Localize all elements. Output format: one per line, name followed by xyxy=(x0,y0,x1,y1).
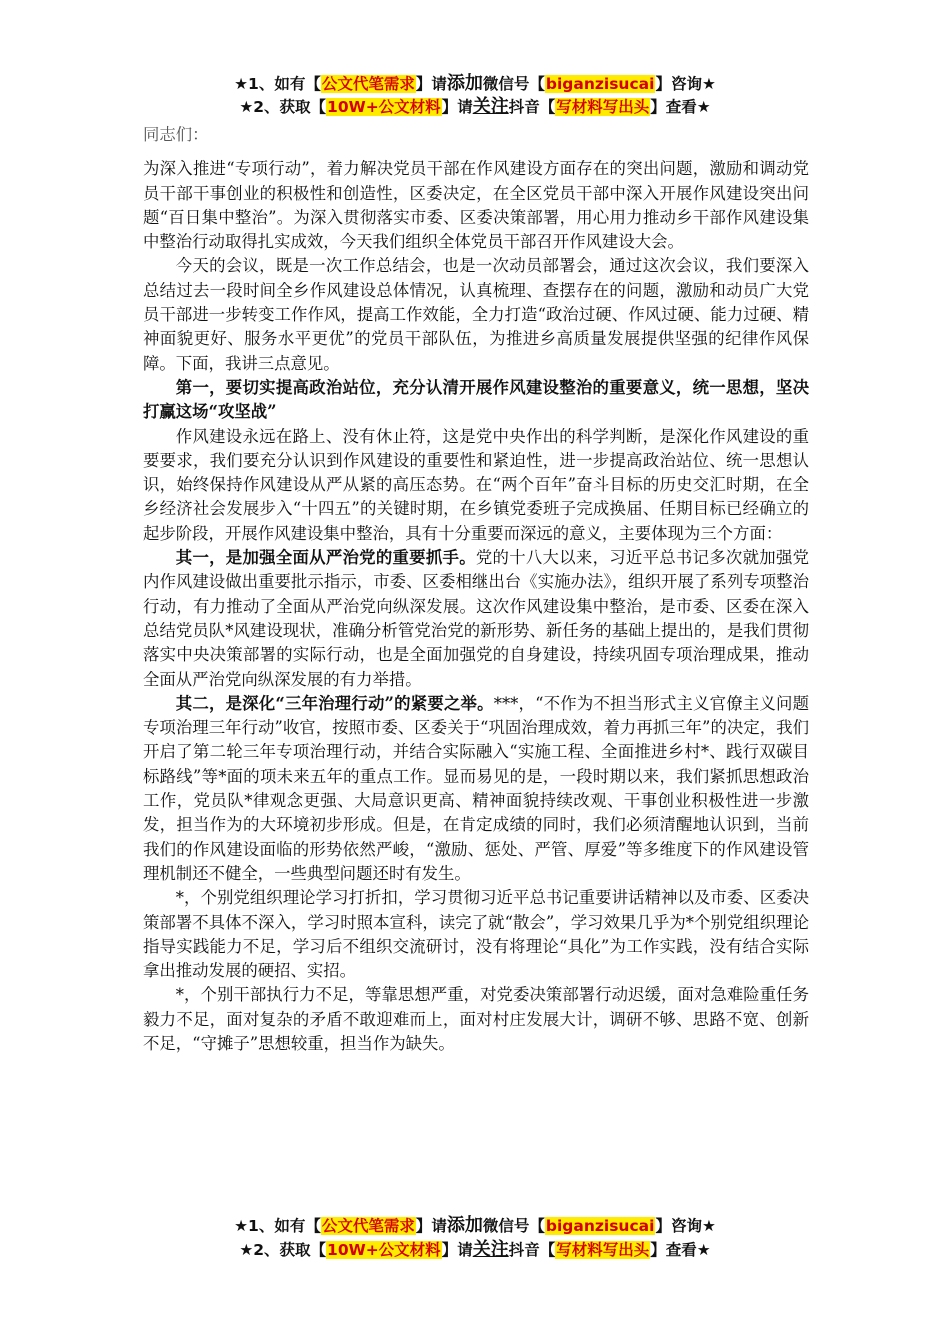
banner-text: 微信号【 xyxy=(482,75,545,93)
banner-text: 】查看★ xyxy=(650,98,711,116)
paragraph: *，个别干部执行力不足，等靠思想严重，对党委决策部署行动迟缓，面对急难险重任务毅力不足，面对复杂的矛盾不敢迎难而上，面对村庄发展大计，调研不够、思路不宽、创新不足，“守摊子”思想较重，担当作为缺失。 xyxy=(143,985,809,1053)
highlight-tag: 公文代笔需求 xyxy=(321,75,415,93)
banner-text: 】请 xyxy=(441,1241,473,1259)
paragraph: 今天的会议，既是一次工作总结会，也是一次动员部署会，通过这次会议，我们要深入总结过去一段时间全乡作风建设总体情况，认真梳理、查摆存在的问题，激励和动员广大党员干部进一步转变工作作风，提高工作效能，全力打造“政治过硬、作风过硬、能力过硬、精神面貌更好、服务水平更优”的党员干部队伍，为推进乡高质量发展提供坚强的纪律作风保障。下面，我讲三点意见。 xyxy=(143,256,809,373)
paragraph-rest: 党的十八大以来，习近平总书记多次就加强党内作风建设做出重要批示指示，市委、区委相继出台《实施办法》，组织开展了系列专项整治行动，有力推动了全面从严治党向纵深发展。这次作风建设集中整治，是市委、区委在深入总结党员队*风建设现状，准确分析管党治党的新形势、新任务的基础上提出的，是我们贯彻落实中央决策部署的实际行动，也是全面加强党的自身建设，持续巩固专项治理成果，推动全面从严治党向纵深发展的有力举措。 xyxy=(143,548,810,689)
paragraph xyxy=(143,692,809,886)
banner-text: ★2、获取【 xyxy=(239,1241,327,1259)
banner-text: 】请 xyxy=(415,75,447,93)
document-body xyxy=(143,123,809,1056)
banner-emphasis: 添加 xyxy=(446,1215,483,1236)
banner-text: 】请 xyxy=(415,1217,447,1235)
banner-text: 】查看★ xyxy=(650,1241,711,1259)
banner-emphasis: 添加 xyxy=(446,73,483,94)
banner-emphasis: 关注 xyxy=(472,96,509,117)
ad-banner-line-2-bottom xyxy=(0,1239,950,1261)
banner-text: ★2、获取【 xyxy=(239,98,327,116)
banner-text: 】咨询★ xyxy=(655,1217,716,1235)
ad-banner-line-1 xyxy=(0,73,950,95)
paragraph-lead: 其二，是深化“三年治理行动”的紧要之举。 xyxy=(175,693,494,713)
ad-banner-line-2 xyxy=(0,96,950,118)
highlight-tag: 写材料写出头 xyxy=(556,98,650,116)
banner-text: 抖音【 xyxy=(508,98,556,116)
paragraph: 为深入推进“专项行动”，着力解决党员干部在作风建设方面存在的突出问题，激励和调动党员干部干事创业的积极性和创造性，区委决定，在全区党员干部中深入开展作风建设突出问题“百日集中整治”。为深入贯彻落实市委、区委决策部署，用心用力推动乡干部作风建设集中整治行动取得扎实成效，今天我们组织全体党员干部召开作风建设大会。 xyxy=(143,159,809,252)
banner-text: 】咨询★ xyxy=(655,75,716,93)
highlight-tag: biganzisucai xyxy=(545,75,655,93)
paragraph: 作风建设永远在路上、没有休止符，这是党中央作出的科学判断，是深化作风建设的重要要求，我们要充分认识到作风建设的重要性和紧迫性，进一步提高政治站位、统一思想认识，始终保持作风建设从严从紧的高压态势。在“两个百年”奋斗目标的历史交汇时期，在全乡经济社会发展步入“十四五”的关键时期，在乡镇党委班子完成换届、任期目标已经确立的起步阶段，开展作风建设集中整治，具有十分重要而深远的意义，主要体现为三个方面： xyxy=(143,426,809,543)
banner-text: 】请 xyxy=(441,98,473,116)
highlight-tag: 10W+公文材料 xyxy=(327,1241,441,1259)
paragraph-rest: ***，“不作为不担当形式主义官僚主义问题专项治理三年行动”收官，按照市委、区委关于“巩固治理成效，着力再抓三年”的决定，我们开启了第二轮三年专项治理行动，并结合实际融入“实施工程、全面推进乡村*、践行双碳目标路线”等*面的项未来五年的重点工作。显而易见的是，一段时期以来，我们紧抓思想政治工作，党员队*律观念更强、大局意识更高、精神面貌持续改观、干事创业积极性进一步激发，担当作为的大环境初步形成。但是，在肯定成绩的同时，我们必须清醒地认识到，当前我们的作风建设面临的形势依然严峻，“激励、惩处、严管、厚爱”等多维度下的作风建设管理机制还不健全，一些典型问题还时有发生。 xyxy=(143,693,810,883)
banner-text: ★1、如有【 xyxy=(234,75,321,93)
banner-text: 微信号【 xyxy=(482,1217,545,1235)
highlight-tag: biganzisucai xyxy=(545,1217,655,1235)
banner-text: ★1、如有【 xyxy=(234,1217,321,1235)
paragraph: *，个别党组织理论学习打折扣，学习贯彻习近平总书记重要讲话精神以及市委、区委决策部署不具体不深入，学习时照本宣科，读完了就“散会”，学习效果几乎为*个别党组织理论指导实践能力不足，学习后不组织交流研讨，没有将理论“具化”为工作实践，没有结合实际拿出推动发展的硬招、实招。 xyxy=(143,888,809,981)
banner-emphasis: 关注 xyxy=(472,1239,509,1260)
greeting: 同志们： xyxy=(143,125,209,144)
paragraph-lead: 其一，是加强全面从严治党的重要抓手。 xyxy=(175,548,476,568)
paragraph xyxy=(143,546,809,692)
highlight-tag: 写材料写出头 xyxy=(556,1241,650,1259)
ad-banner-line-1-bottom xyxy=(0,1215,950,1237)
section-heading: 第一，要切实提高政治站位，充分认清开展作风建设整治的重要意义，统一思想，坚决打赢这场“攻坚战” xyxy=(143,377,809,422)
banner-text: 抖音【 xyxy=(508,1241,556,1259)
highlight-tag: 10W+公文材料 xyxy=(327,98,441,116)
highlight-tag: 公文代笔需求 xyxy=(321,1217,415,1235)
